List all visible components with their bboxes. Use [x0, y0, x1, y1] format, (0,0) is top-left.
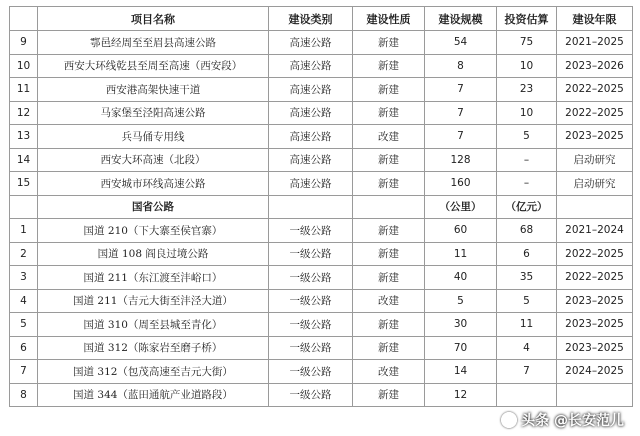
table-row — [10, 336, 633, 360]
table-row — [10, 31, 633, 55]
project-table-container — [9, 6, 632, 407]
cell-name: 国道 210（下大寨至侯官寨） — [38, 219, 269, 243]
cell-invest: 68 — [497, 219, 557, 243]
table-row — [10, 172, 633, 196]
cell-years: 2023–2025 — [557, 313, 633, 337]
cell-nature: 改建 — [353, 289, 425, 313]
cell-nature: 新建 — [353, 242, 425, 266]
table-row — [10, 125, 633, 149]
cell-years: 2023–2026 — [557, 54, 633, 78]
cell-nature: 改建 — [353, 125, 425, 149]
cell-nature: 新建 — [353, 54, 425, 78]
cell-category: 高速公路 — [269, 148, 353, 172]
cell-years: 启动研究 — [557, 172, 633, 196]
cell-no: 6 — [10, 336, 38, 360]
cell-category: 高速公路 — [269, 31, 353, 55]
cell-scale: 60 — [425, 219, 497, 243]
cell-name: 兵马俑专用线 — [38, 125, 269, 149]
cell-scale: 7 — [425, 78, 497, 102]
cell-name: 西安大环高速（北段） — [38, 148, 269, 172]
cell-name: 鄠邑经周至至眉县高速公路 — [38, 31, 269, 55]
cell-invest: 11 — [497, 313, 557, 337]
cell-scale: 54 — [425, 31, 497, 55]
cell-scale: 5 — [425, 289, 497, 313]
cell-category: 一级公路 — [269, 242, 353, 266]
cell-invest: 10 — [497, 101, 557, 125]
cell-years: 2022–2025 — [557, 266, 633, 290]
cell-category: 高速公路 — [269, 125, 353, 149]
cell-name: 国道 312（陈家岩至磨子桥） — [38, 336, 269, 360]
table-row — [10, 148, 633, 172]
cell-nature: 新建 — [353, 313, 425, 337]
section-scale-unit: （公里） — [425, 195, 497, 219]
cell-no: 15 — [10, 172, 38, 196]
cell-no: 3 — [10, 266, 38, 290]
header-cell-category: 建设类别 — [269, 7, 353, 31]
cell-name: 国道 312（包茂高速至吉元大街） — [38, 360, 269, 384]
wechat-circle-icon — [501, 412, 517, 428]
cell-nature: 新建 — [353, 78, 425, 102]
cell-category: 一级公路 — [269, 360, 353, 384]
cell-nature: 新建 — [353, 31, 425, 55]
cell-no: 11 — [10, 78, 38, 102]
table-row — [10, 101, 633, 125]
cell-invest: 75 — [497, 31, 557, 55]
cell-scale: 128 — [425, 148, 497, 172]
section-index — [10, 195, 38, 219]
cell-years — [557, 383, 633, 407]
cell-name: 国道 344（蓝田通航产业道路段） — [38, 383, 269, 407]
watermark — [501, 410, 624, 430]
cell-category: 一级公路 — [269, 383, 353, 407]
cell-nature: 新建 — [353, 336, 425, 360]
cell-scale: 11 — [425, 242, 497, 266]
cell-name: 马家堡至泾阳高速公路 — [38, 101, 269, 125]
cell-no: 1 — [10, 219, 38, 243]
cell-scale: 8 — [425, 54, 497, 78]
section-nature — [353, 195, 425, 219]
cell-scale: 30 — [425, 313, 497, 337]
cell-name: 西安港高架快速干道 — [38, 78, 269, 102]
cell-name: 西安城市环线高速公路 — [38, 172, 269, 196]
cell-category: 一级公路 — [269, 266, 353, 290]
cell-no: 13 — [10, 125, 38, 149]
cell-name: 国道 108 阎良过境公路 — [38, 242, 269, 266]
cell-invest: 23 — [497, 78, 557, 102]
cell-years: 2023–2025 — [557, 289, 633, 313]
header-cell-name: 项目名称 — [38, 7, 269, 31]
header-cell-index — [10, 7, 38, 31]
cell-no: 2 — [10, 242, 38, 266]
cell-no: 12 — [10, 101, 38, 125]
header-cell-nature: 建设性质 — [353, 7, 425, 31]
cell-nature: 新建 — [353, 172, 425, 196]
cell-category: 一级公路 — [269, 219, 353, 243]
cell-scale: 160 — [425, 172, 497, 196]
table-row — [10, 219, 633, 243]
cell-scale: 70 — [425, 336, 497, 360]
cell-years: 2022–2025 — [557, 78, 633, 102]
cell-nature: 新建 — [353, 148, 425, 172]
cell-years: 2022–2025 — [557, 101, 633, 125]
cell-name: 西安大环线乾县至周至高速（西安段） — [38, 54, 269, 78]
cell-no: 9 — [10, 31, 38, 55]
cell-name: 国道 310（周至县城至青化） — [38, 313, 269, 337]
cell-no: 14 — [10, 148, 38, 172]
table-row — [10, 78, 633, 102]
cell-years: 2021–2025 — [557, 31, 633, 55]
cell-invest: 6 — [497, 242, 557, 266]
cell-no: 8 — [10, 383, 38, 407]
section-invest-unit: （亿元） — [497, 195, 557, 219]
table-row — [10, 54, 633, 78]
cell-category: 高速公路 — [269, 78, 353, 102]
cell-invest: 7 — [497, 360, 557, 384]
cell-years: 启动研究 — [557, 148, 633, 172]
cell-category: 高速公路 — [269, 54, 353, 78]
cell-nature: 新建 — [353, 219, 425, 243]
cell-invest — [497, 383, 557, 407]
header-cell-scale: 建设规模 — [425, 7, 497, 31]
cell-category: 高速公路 — [269, 172, 353, 196]
cell-nature: 新建 — [353, 101, 425, 125]
table-row — [10, 266, 633, 290]
cell-scale: 14 — [425, 360, 497, 384]
section-category — [269, 195, 353, 219]
cell-invest: – — [497, 148, 557, 172]
cell-years: 2021–2024 — [557, 219, 633, 243]
section-title: 国省公路 — [38, 195, 269, 219]
header-cell-years: 建设年限 — [557, 7, 633, 31]
cell-invest: 5 — [497, 289, 557, 313]
cell-no: 10 — [10, 54, 38, 78]
cell-scale: 7 — [425, 101, 497, 125]
cell-scale: 12 — [425, 383, 497, 407]
cell-nature: 改建 — [353, 360, 425, 384]
table-row — [10, 383, 633, 407]
cell-invest: 5 — [497, 125, 557, 149]
section-row — [10, 195, 633, 219]
cell-years: 2023–2025 — [557, 336, 633, 360]
watermark-text: 头条 @长安范儿 — [521, 413, 624, 429]
cell-name: 国道 211（东江渡至沣峪口） — [38, 266, 269, 290]
cell-nature: 新建 — [353, 266, 425, 290]
table-row — [10, 360, 633, 384]
cell-no: 4 — [10, 289, 38, 313]
table-row — [10, 313, 633, 337]
cell-years: 2024–2025 — [557, 360, 633, 384]
cell-category: 一级公路 — [269, 289, 353, 313]
cell-category: 一级公路 — [269, 336, 353, 360]
project-table — [9, 6, 633, 407]
header-row — [10, 7, 633, 31]
cell-category: 一级公路 — [269, 313, 353, 337]
cell-scale: 7 — [425, 125, 497, 149]
header-cell-invest: 投资估算 — [497, 7, 557, 31]
cell-category: 高速公路 — [269, 101, 353, 125]
cell-nature: 新建 — [353, 383, 425, 407]
cell-no: 7 — [10, 360, 38, 384]
cell-invest: 10 — [497, 54, 557, 78]
cell-scale: 40 — [425, 266, 497, 290]
cell-invest: 35 — [497, 266, 557, 290]
table-body — [10, 7, 633, 407]
cell-invest: 4 — [497, 336, 557, 360]
section-years — [557, 195, 633, 219]
cell-invest: – — [497, 172, 557, 196]
cell-years: 2022–2025 — [557, 242, 633, 266]
cell-years: 2023–2025 — [557, 125, 633, 149]
cell-name: 国道 211（吉元大街至沣泾大道） — [38, 289, 269, 313]
cell-no: 5 — [10, 313, 38, 337]
table-row — [10, 242, 633, 266]
table-row — [10, 289, 633, 313]
